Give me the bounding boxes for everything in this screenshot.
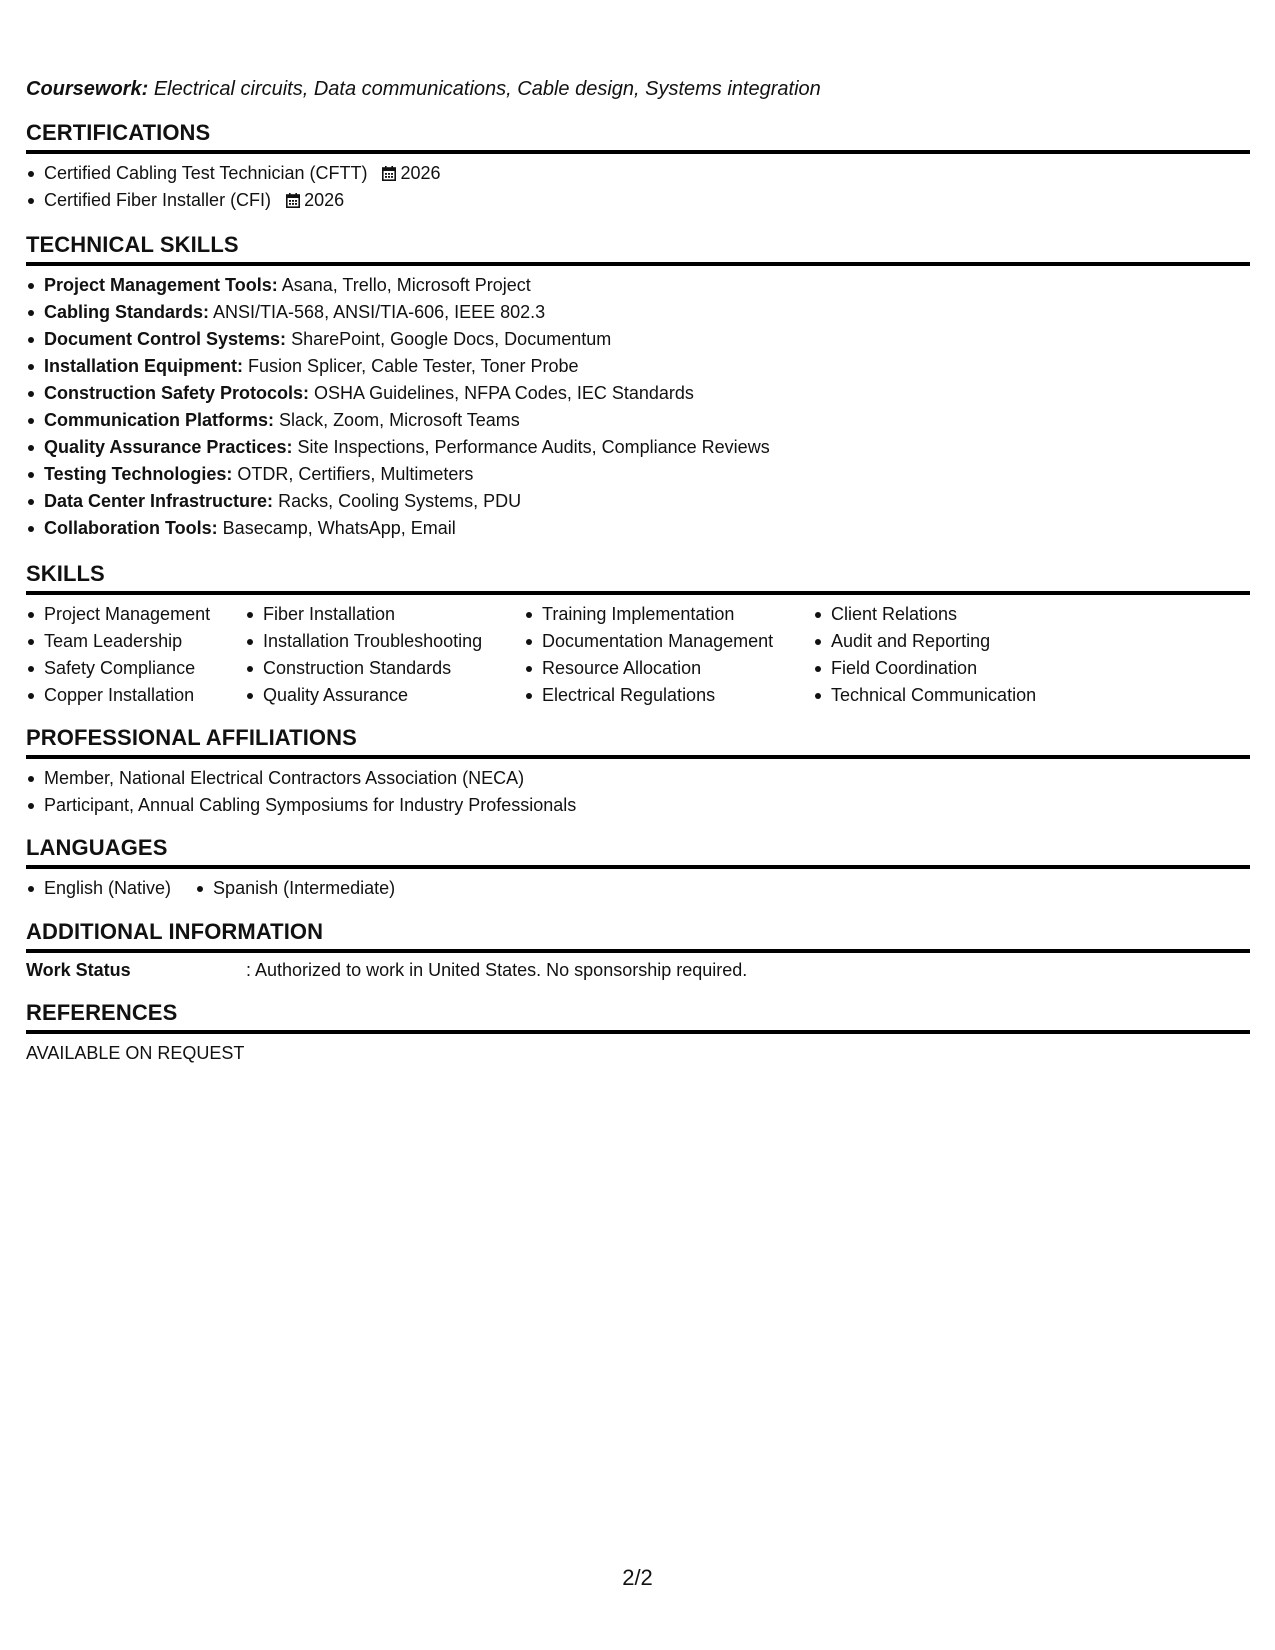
certifications-list — [26, 160, 1250, 214]
technical-skill-label: Project Management Tools: — [44, 275, 278, 295]
work-status-row — [26, 957, 1250, 984]
technical-skill-label: Testing Technologies: — [44, 464, 233, 484]
technical-skill-value: Asana, Trello, Microsoft Project — [281, 275, 531, 295]
technical-skill-label: Communication Platforms: — [44, 410, 275, 430]
technical-skill-label: Installation Equipment: — [44, 356, 244, 376]
skills-section — [26, 561, 1250, 709]
technical-skill-item — [26, 299, 1250, 326]
references-section — [26, 1000, 1250, 1067]
skills-column — [26, 601, 245, 709]
certification-item — [26, 187, 1250, 214]
coursework-text: Electrical circuits, Data communications, Cable design, Systems integration — [153, 78, 821, 100]
technical-skill-value: Racks, Cooling Systems, PDU — [278, 491, 522, 511]
section-title-languages: LANGUAGES — [26, 835, 1250, 869]
section-title-certifications: CERTIFICATIONS — [26, 120, 1250, 154]
technical-skill-label: Collaboration Tools: — [44, 518, 218, 538]
calendar-icon — [382, 166, 396, 181]
section-title-references: REFERENCES — [26, 1000, 1250, 1034]
skill-item: Team Leadership — [26, 628, 245, 655]
skills-column — [245, 601, 524, 709]
technical-skill-value: Slack, Zoom, Microsoft Teams — [279, 410, 520, 430]
skill-item: Audit and Reporting — [813, 628, 1113, 655]
skill-item: Training Implementation — [524, 601, 813, 628]
section-title-affiliations: PROFESSIONAL AFFILIATIONS — [26, 725, 1250, 759]
technical-skill-label: Document Control Systems: — [44, 329, 287, 349]
technical-skill-item — [26, 515, 1250, 542]
skill-item: Fiber Installation — [245, 601, 524, 628]
technical-skill-item — [26, 461, 1250, 488]
technical-skill-value: OTDR, Certifiers, Multimeters — [237, 464, 474, 484]
skill-item: Safety Compliance — [26, 655, 245, 682]
skill-item: Quality Assurance — [245, 682, 524, 709]
languages-section — [26, 835, 1250, 902]
section-title-additional-information: ADDITIONAL INFORMATION — [26, 919, 1250, 953]
technical-skill-label: Data Center Infrastructure: — [44, 491, 274, 511]
skill-item: Electrical Regulations — [524, 682, 813, 709]
certification-year: 2026 — [304, 190, 345, 210]
certification-year: 2026 — [400, 163, 441, 183]
work-status-value: : Authorized to work in United States. No sponsorship required. — [246, 960, 748, 980]
skills-column — [813, 601, 1113, 709]
technical-skill-value: Fusion Splicer, Cable Tester, Toner Probe — [248, 356, 579, 376]
technical-skill-item — [26, 380, 1250, 407]
calendar-icon — [286, 193, 300, 208]
language-item: Spanish (Intermediate) — [195, 875, 395, 902]
skill-item: Project Management — [26, 601, 245, 628]
affiliations-section — [26, 725, 1250, 819]
page-number: 2/2 — [622, 1565, 653, 1590]
technical-skill-value: OSHA Guidelines, NFPA Codes, IEC Standards — [314, 383, 694, 403]
work-status-label: Work Status — [26, 960, 131, 980]
technical-skill-label: Construction Safety Protocols: — [44, 383, 310, 403]
skill-item: Construction Standards — [245, 655, 524, 682]
certification-item — [26, 160, 1250, 187]
section-title-skills: SKILLS — [26, 561, 1250, 595]
technical-skill-item — [26, 434, 1250, 461]
skills-column — [524, 601, 813, 709]
technical-skills-section — [26, 232, 1250, 542]
languages-list — [26, 875, 1250, 902]
certifications-section — [26, 120, 1250, 214]
skill-item: Client Relations — [813, 601, 1113, 628]
technical-skills-list — [26, 272, 1250, 542]
skills-columns — [26, 601, 1250, 709]
affiliation-item: Participant, Annual Cabling Symposiums for Industry Professionals — [26, 792, 1250, 819]
technical-skill-item — [26, 272, 1250, 299]
technical-skill-value: Basecamp, WhatsApp, Email — [222, 518, 456, 538]
certification-name: Certified Fiber Installer (CFI) — [44, 190, 272, 210]
section-title-technical-skills: TECHNICAL SKILLS — [26, 232, 1250, 266]
technical-skill-item — [26, 326, 1250, 353]
technical-skill-item — [26, 488, 1250, 515]
technical-skill-label: Cabling Standards: — [44, 302, 210, 322]
skill-item: Resource Allocation — [524, 655, 813, 682]
affiliation-item: Member, National Electrical Contractors Association (NECA) — [26, 765, 1250, 792]
skill-item: Copper Installation — [26, 682, 245, 709]
skill-item: Documentation Management — [524, 628, 813, 655]
additional-information-section — [26, 919, 1250, 984]
technical-skill-item — [26, 407, 1250, 434]
references-text: AVAILABLE ON REQUEST — [26, 1043, 245, 1063]
language-item: English (Native) — [26, 875, 171, 902]
skill-item: Field Coordination — [813, 655, 1113, 682]
technical-skill-item — [26, 353, 1250, 380]
technical-skill-value: SharePoint, Google Docs, Documentum — [291, 329, 612, 349]
skill-item: Installation Troubleshooting — [245, 628, 524, 655]
coursework-line — [26, 78, 821, 101]
technical-skill-label: Quality Assurance Practices: — [44, 437, 293, 457]
affiliations-list — [26, 765, 1250, 819]
skill-item: Technical Communication — [813, 682, 1113, 709]
coursework-label: Coursework: — [26, 78, 149, 100]
certification-name: Certified Cabling Test Technician (CFTT) — [44, 163, 368, 183]
technical-skill-value: ANSI/TIA-568, ANSI/TIA-606, IEEE 802.3 — [213, 302, 546, 322]
technical-skill-value: Site Inspections, Performance Audits, Compliance Reviews — [297, 437, 770, 457]
